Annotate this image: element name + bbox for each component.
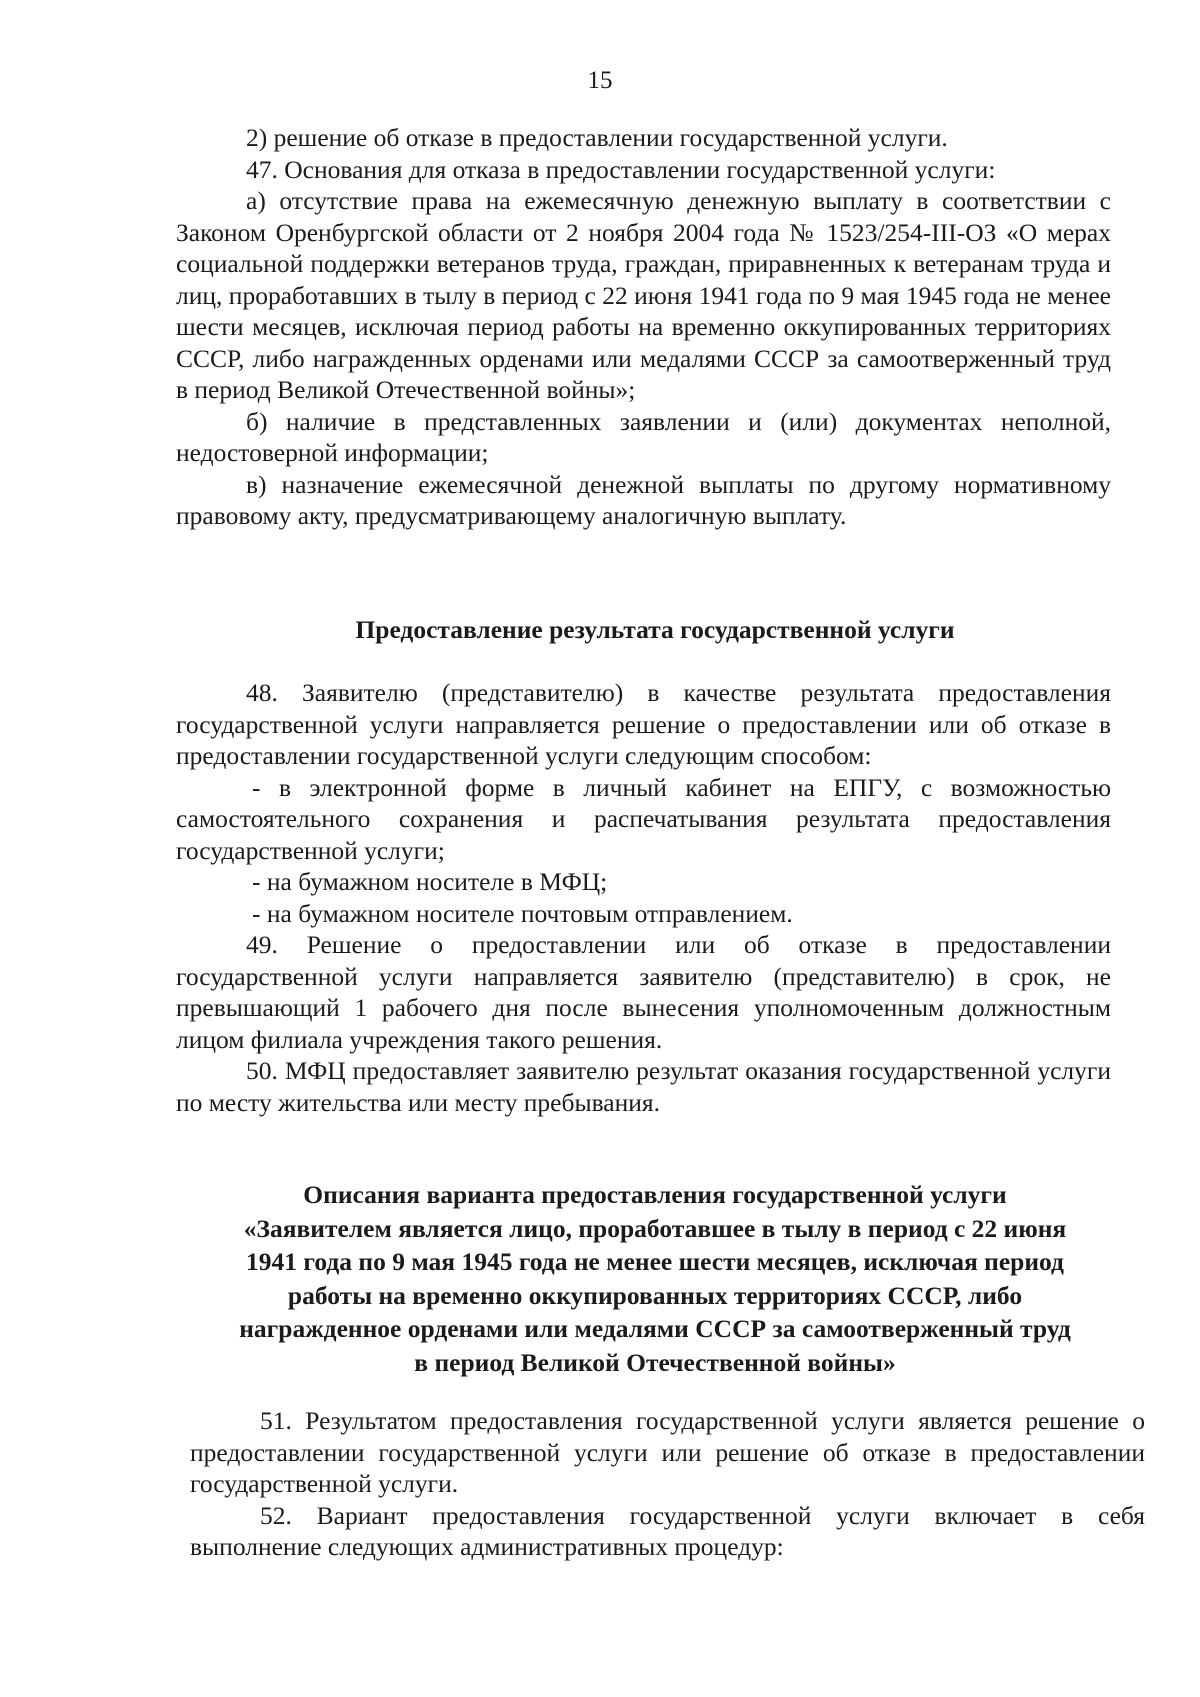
paragraph-47-a: а) отсутствие права на ежемесячную денежную выплату в соответствии с Законом Оренбургской области от 2 ноября 2004 года № 1523/254-III-ОЗ «О мерах социальной поддержки ветеранов труда, граждан, приравненных к ветеранам труда и лиц, проработавших в тылу в период с 22 июня 1941 года по 9 мая 1945 года не менее шести месяцев, исключая период работы на временно оккупированных территориях СССР, либо награжденных орденами или медалями СССР за самоотверженный труд в период Великой Отечественной войны»; <box>176 186 1111 404</box>
heading-line: работы на временно оккупированных территориях СССР, либо <box>287 1280 1023 1310</box>
heading-line: «Заявителем является лицо, проработавшее в тылу в период с 22 июня <box>243 1213 1067 1243</box>
paragraph-51: 51. Результатом предоставления государственной услуги является решение о предоставлении государственной услуги или решение об отказе в предоставлении государственной услуги. <box>190 1406 1145 1498</box>
paragraph-50: 50. МФЦ предоставляет заявителю результат оказания государственной услуги по месту жительства или месту пребывания. <box>176 1056 1111 1117</box>
paragraph-48: 48. Заявителю (представителю) в качестве результата предоставления государственной услуги направляется решение о предоставлении или об отказе в предоставлении государственной услуги следующим способом: <box>176 678 1111 770</box>
paragraph-decision-refusal: 2) решение об отказе в предоставлении государственной услуги. <box>246 123 948 152</box>
paragraph-47-b: б) наличие в представленных заявлении и (или) документах неполной, недостоверной информации; <box>176 406 1111 467</box>
heading-line: 1941 года по 9 мая 1945 года не менее шести месяцев, исключая период <box>246 1247 1064 1276</box>
variant-section <box>190 1405 1145 1563</box>
result-delivery-section <box>176 677 1111 1118</box>
heading-line: в период Великой Отечественной войны» <box>414 1347 896 1377</box>
paragraph-47: 47. Основания для отказа в предоставлении государственной услуги: <box>246 154 996 184</box>
section-heading-variant <box>170 1178 1140 1379</box>
list-item-paper-mfc: - на бумажном носителе в МФЦ; <box>252 867 608 896</box>
list-item-paper-mail: - на бумажном носителе почтовым отправлением. <box>252 898 793 928</box>
heading-line: Описания варианта предоставления государственной услуги <box>303 1180 1007 1209</box>
paragraph-49: 49. Решение о предоставлении или об отказе в предоставлении государственной услуги направляется заявителю (представителю) в срок, не превышающий 1 рабочего дня после вынесения уполномоченным должностным лицом филиала учреждения такого решения. <box>176 930 1111 1054</box>
paragraph-47-v: в) назначение ежемесячной денежной выплаты по другому нормативному правовому акту, предусматривающему аналогичную выплату. <box>176 469 1111 530</box>
list-item-electronic: - в электронной форме в личный кабинет на ЕПГУ, с возможностью самостоятельного сохранения и распечатывания результата предоставления государственной услуги; <box>176 772 1111 865</box>
refusal-grounds-section <box>176 122 1111 532</box>
paragraph-52: 52. Вариант предоставления государственной услуги включает в себя выполнение следующих административных процедур: <box>190 1500 1145 1561</box>
heading-line: награжденное орденами или медалями СССР за самоотверженный труд <box>239 1314 1071 1343</box>
section-heading-result: Предоставление результата государственной услуги <box>355 615 955 644</box>
page-number: 15 <box>587 67 613 94</box>
